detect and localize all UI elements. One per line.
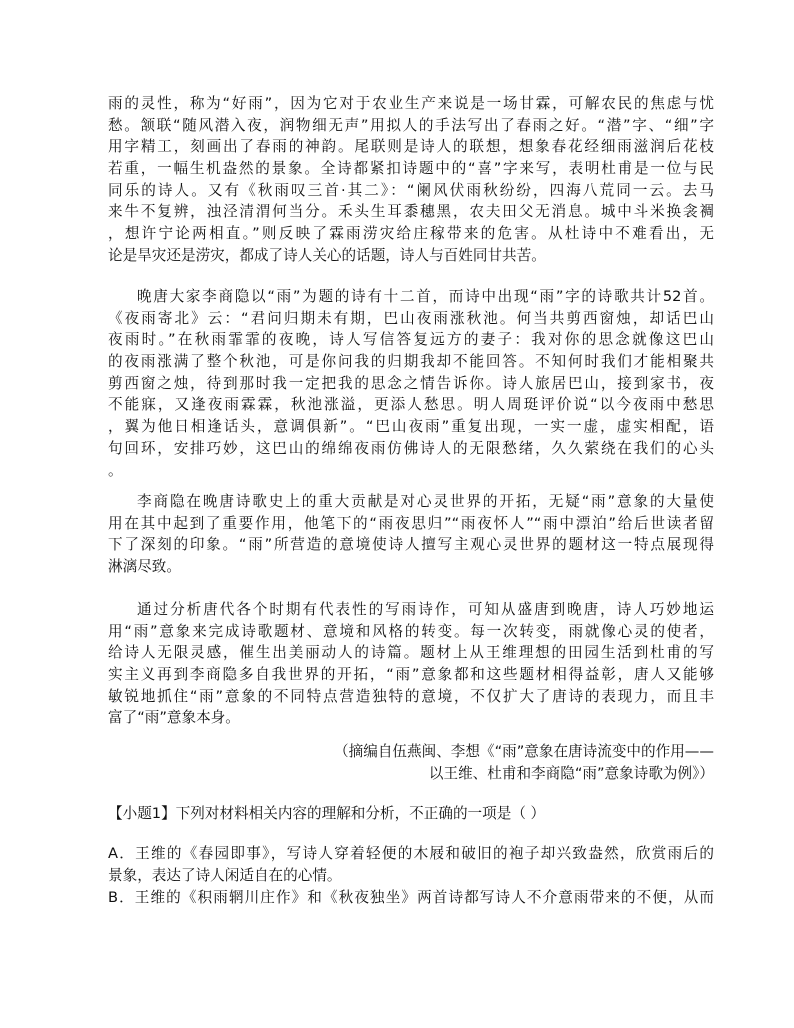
text-line: 用字精工，刻画出了春雨的神韵。尾联则是诗人的联想，想象春花经细雨滋润后花枝	[108, 138, 714, 156]
question-stem: 【小题1】下列对材料相关内容的理解和分析，不正确的一项是（ ）	[108, 805, 546, 822]
text-line: 来牛不复辨，浊泾清渭何当分。禾头生耳黍穗黑，农夫田父无消息。城中斗米换衾裯	[108, 203, 714, 221]
text-line: 论是旱灾还是涝灾，都成了诗人关心的话题，诗人与百姓同甘共苦。	[108, 246, 546, 264]
option-b	[108, 887, 714, 909]
option-b-line: B．王维的《积雨辋川庄作》和《秋夜独坐》两首诗都写诗人不介意雨带来的不便，从而	[108, 889, 714, 906]
text-line: 用在其中起到了重要作用，他笔下的“雨夜思归”“雨夜怀人”“雨中漂泊”给后世读者留	[108, 514, 714, 532]
text-line: 的夜雨涨满了整个秋池，可是你问我的归期我却不能回答。不知何时我们才能相聚共	[108, 353, 714, 371]
text-line: 晚唐大家李商隐以“雨”为题的诗有十二首，而诗中出现“雨”字的诗歌共计52首。	[137, 288, 714, 305]
option-a-line: A．王维的《春园即事》，写诗人穿着轻便的木屐和破旧的袍子却兴致盎然，欣赏雨后的	[108, 845, 714, 862]
text-line: 富了“雨”意象本身。	[108, 709, 240, 727]
text-line: 《夜雨寄北》云：“君问归期未有期，巴山夜雨涨秋池。何当共剪西窗烛，却话巴山	[108, 309, 714, 327]
text-line: 夜雨时。”在秋雨霏霏的夜晚，诗人写信答复远方的妻子：我对你的思念就像这巴山	[108, 331, 714, 349]
source-citation	[280, 741, 714, 784]
text-line: 若重，一幅生机盎然的景象。全诗都紧扣诗题中的“喜”字来写，表明杜甫是一位与民	[108, 160, 714, 178]
text-line: 下了深刻的印象。“雨”所营造的意境使诗人擅写主观心灵世界的题材这一特点展现得	[108, 536, 714, 554]
question-title	[108, 803, 714, 825]
option-a-line: 景象，表达了诗人闲适自在的心情。	[108, 866, 342, 884]
text-line: 用“雨”意象来完成诗歌题材、意境和风格的转变。每一次转变，雨就像心灵的使者，	[108, 622, 714, 640]
text-line: 剪西窗之烛，待到那时我一定把我的思念之情告诉你。诗人旅居巴山，接到家书，夜	[108, 374, 714, 392]
text-line: 。	[108, 461, 123, 479]
text-line: ，翼为他日相逢话头，意调俱新”。“巴山夜雨”重复出现，一实一虚，虚实相配，语	[108, 418, 714, 436]
paragraph-3	[108, 491, 714, 578]
option-a	[108, 843, 714, 886]
text-line: 敏锐地抓住“雨”意象的不同特点营造独特的意境，不仅扩大了唐诗的表现力，而且丰	[108, 687, 714, 705]
text-line: 给诗人无限灵感，催生出美丽动人的诗篇。题材上从王维理想的田园生活到杜甫的写	[108, 644, 714, 662]
text-line: 淋漓尽致。	[108, 558, 181, 576]
text-line: 不能寐，又逢夜雨霖霖，秋池涨溢，更添人愁思。明人周珽评价说“以今夜雨中愁思	[108, 396, 714, 414]
text-line: ，想许宁论两相直。”则反映了霖雨涝灾给庄稼带来的危害。从杜诗中不难看出，无	[108, 225, 714, 243]
text-line: 句回环，安排巧妙，这巴山的绵绵夜雨仿佛诗人的无限愁绪，久久萦绕在我们的心头	[108, 439, 714, 457]
text-line: 实主义再到李商隐多自我世界的开拓，“雨”意象都和这些题材相得益彰，唐人又能够	[108, 666, 714, 684]
paragraph-1	[108, 93, 714, 267]
text-line: 同乐的诗人。又有《秋雨叹三首·其二》：“阑风伏雨秋纷纷，四海八荒同一云。去马	[108, 181, 714, 199]
text-line: 愁。颔联“随风潜入夜，润物细无声”用拟人的手法写出了春雨之好。“潜”字、“细”字	[108, 116, 714, 134]
text-line: 通过分析唐代各个时期有代表性的写雨诗作，可知从盛唐到晚唐，诗人巧妙地运	[137, 601, 714, 618]
citation-line: （摘编自伍燕闽、李想《“雨”意象在唐诗流变中的作用——	[334, 743, 714, 760]
text-line: 李商隐在晚唐诗歌史上的重大贡献是对心灵世界的开拓，无疑“雨”意象的大量使	[137, 493, 714, 510]
citation-line: 以王维、杜甫和李商隐“雨”意象诗歌为例》）	[428, 764, 714, 782]
paragraph-2	[108, 286, 714, 481]
paragraph-4	[108, 599, 714, 729]
text-line: 雨的灵性，称为“好雨”，因为它对于农业生产来说是一场甘霖，可解农民的焦虑与忧	[108, 95, 714, 112]
